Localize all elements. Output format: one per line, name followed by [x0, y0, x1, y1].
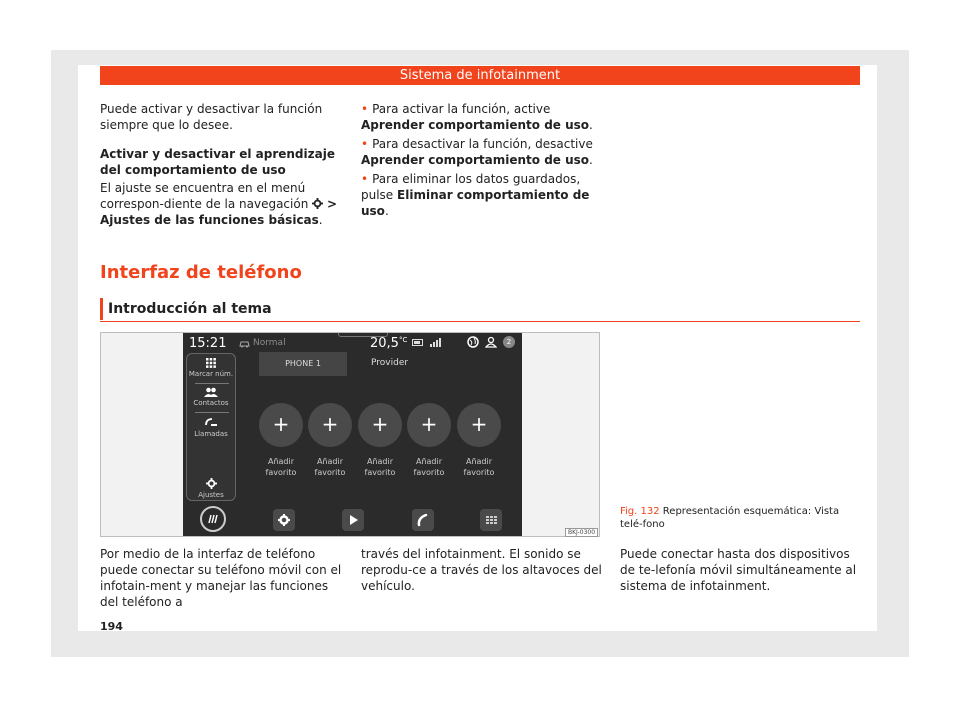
settings-end: .	[318, 213, 323, 227]
keypad-icon	[206, 358, 216, 368]
sidebar-label-contacts: Contactos	[193, 399, 229, 407]
figure-label: Fig. 132	[620, 506, 660, 517]
sidebar-divider	[195, 412, 229, 413]
bullet-end: .	[384, 204, 389, 218]
bullet-delete-text: Para eliminar los datos guardados, pulse	[361, 172, 581, 202]
add-favorite-button[interactable]	[307, 403, 353, 478]
temperature-unit: °C	[398, 336, 408, 344]
plus-icon: +	[358, 403, 402, 447]
call-log-icon	[205, 417, 217, 428]
infotainment-screen	[183, 333, 522, 536]
menu-button[interactable]	[200, 506, 226, 532]
section-title: Interfaz de teléfono	[100, 262, 302, 283]
phone-button[interactable]	[412, 509, 434, 531]
subsection-rule	[100, 321, 860, 322]
play-icon	[342, 509, 364, 531]
figure-caption-text: Representación esquemática: Vista telé-fono	[620, 506, 840, 530]
subsection-marker	[100, 298, 103, 320]
sidebar-label-settings: Ajustes	[198, 491, 224, 499]
add-favorite-label-line1: Añadir	[267, 457, 295, 466]
phone-sidebar	[186, 353, 236, 501]
subheading-learning: Activar y desactivar el aprendizaje del comportamiento de uso	[100, 147, 335, 177]
intro-paragraph: Puede activar y desactivar la función siempre que lo desee.	[100, 102, 323, 132]
sidebar-label-calls: Llamadas	[194, 430, 228, 438]
temperature-readout	[370, 336, 407, 351]
gear-icon	[312, 198, 323, 209]
gear-icon	[206, 478, 217, 489]
add-favorite-label-line1: Añadir	[415, 457, 443, 466]
add-favorite-button[interactable]	[406, 403, 452, 478]
add-favorite-label	[357, 456, 403, 478]
add-favorite-label-line2: favorito	[413, 468, 445, 477]
add-favorite-label	[258, 456, 304, 478]
plus-icon: +	[407, 403, 451, 447]
body-column-3: Puede conectar hasta dos dispositivos de te-lefonía móvil simultáneamente al sistema de infotainment.	[620, 547, 857, 593]
add-favorite-label-line2: favorito	[364, 468, 396, 477]
bullet-deactivate	[361, 136, 606, 168]
car-icon	[239, 340, 250, 348]
bullet-deactivate-bold: Aprender comportamiento de uso	[361, 153, 590, 167]
add-favorite-label-line2: favorito	[314, 468, 346, 477]
phone-icon	[412, 509, 434, 531]
apps-button[interactable]	[480, 509, 502, 531]
sidebar-item-contacts[interactable]	[187, 387, 235, 407]
add-favorite-label-line2: favorito	[265, 468, 297, 477]
bullet-activate	[361, 101, 606, 133]
bullet-delete-bold: Eliminar comportamiento de uso	[361, 188, 590, 218]
page-number: 194	[100, 620, 123, 633]
plus-icon: +	[259, 403, 303, 447]
subsection-title: Introducción al tema	[108, 301, 272, 317]
add-favorite-label-line1: Añadir	[465, 457, 493, 466]
signal-icon	[430, 338, 442, 347]
settings-paragraph	[100, 180, 345, 228]
plus-icon: +	[457, 403, 501, 447]
drive-mode-label: Normal	[253, 338, 286, 348]
menu-slash-icon	[202, 508, 224, 530]
sidebar-divider	[195, 383, 229, 384]
add-favorite-label-line1: Añadir	[366, 457, 394, 466]
settings-text: El ajuste se encuentra en el menú correspon-diente de la navegación	[100, 181, 309, 211]
tab-phone-1[interactable]: PHONE 1	[259, 352, 347, 376]
contacts-icon	[204, 387, 218, 397]
battery-icon	[412, 339, 424, 346]
bullet-end: .	[589, 118, 593, 132]
add-favorite-label	[456, 456, 502, 478]
add-favorite-label	[406, 456, 452, 478]
notification-badge[interactable]: 2	[503, 336, 515, 348]
media-button[interactable]	[342, 509, 364, 531]
sidebar-label-dial: Marcar núm.	[188, 370, 234, 378]
sidebar-item-dial[interactable]	[187, 358, 235, 378]
clock-time: 15:21	[189, 336, 227, 351]
plus-icon: +	[308, 403, 352, 447]
gear-icon	[273, 509, 295, 531]
add-favorite-label-line2: favorito	[463, 468, 495, 477]
sidebar-item-calls[interactable]	[187, 417, 235, 438]
body-column-2: través del infotainment. El sonido se reprodu-ce a través de los altavoces del vehículo.	[361, 547, 602, 593]
add-favorite-button[interactable]	[357, 403, 403, 478]
temperature-value: 20,5	[370, 336, 399, 351]
body-column-1: Por medio de la interfaz de teléfono puede conectar su teléfono móvil con el infotain-ment y manejar las funciones del teléfono a	[100, 547, 342, 609]
bullet-dot: •	[361, 102, 369, 116]
apps-grid-icon	[480, 509, 502, 531]
settings-path: > Ajustes de las funciones básicas	[100, 197, 338, 227]
section-banner: Sistema de infotainment	[100, 66, 860, 85]
user-icon[interactable]	[485, 336, 497, 348]
globe-icon[interactable]	[467, 336, 479, 348]
provider-label: Provider	[371, 358, 409, 368]
settings-shortcut-button[interactable]	[273, 509, 295, 531]
bullet-dot: •	[361, 137, 369, 151]
bullet-deactivate-text: Para desactivar la función, desactive	[372, 137, 593, 151]
add-favorite-label-line1: Añadir	[316, 457, 344, 466]
add-favorite-label	[307, 456, 353, 478]
figure-code: BKJ-0300	[565, 528, 598, 537]
bullet-end: .	[589, 153, 593, 167]
figure-caption	[620, 505, 850, 531]
bullet-dot: •	[361, 172, 369, 186]
bullet-activate-bold: Aprender comportamiento de uso	[361, 118, 590, 132]
bullet-activate-text: Para activar la función, active	[372, 102, 551, 116]
add-favorite-button[interactable]	[258, 403, 304, 478]
add-favorite-button[interactable]	[456, 403, 502, 478]
bullet-delete	[361, 171, 606, 219]
sidebar-item-settings[interactable]	[187, 478, 235, 499]
